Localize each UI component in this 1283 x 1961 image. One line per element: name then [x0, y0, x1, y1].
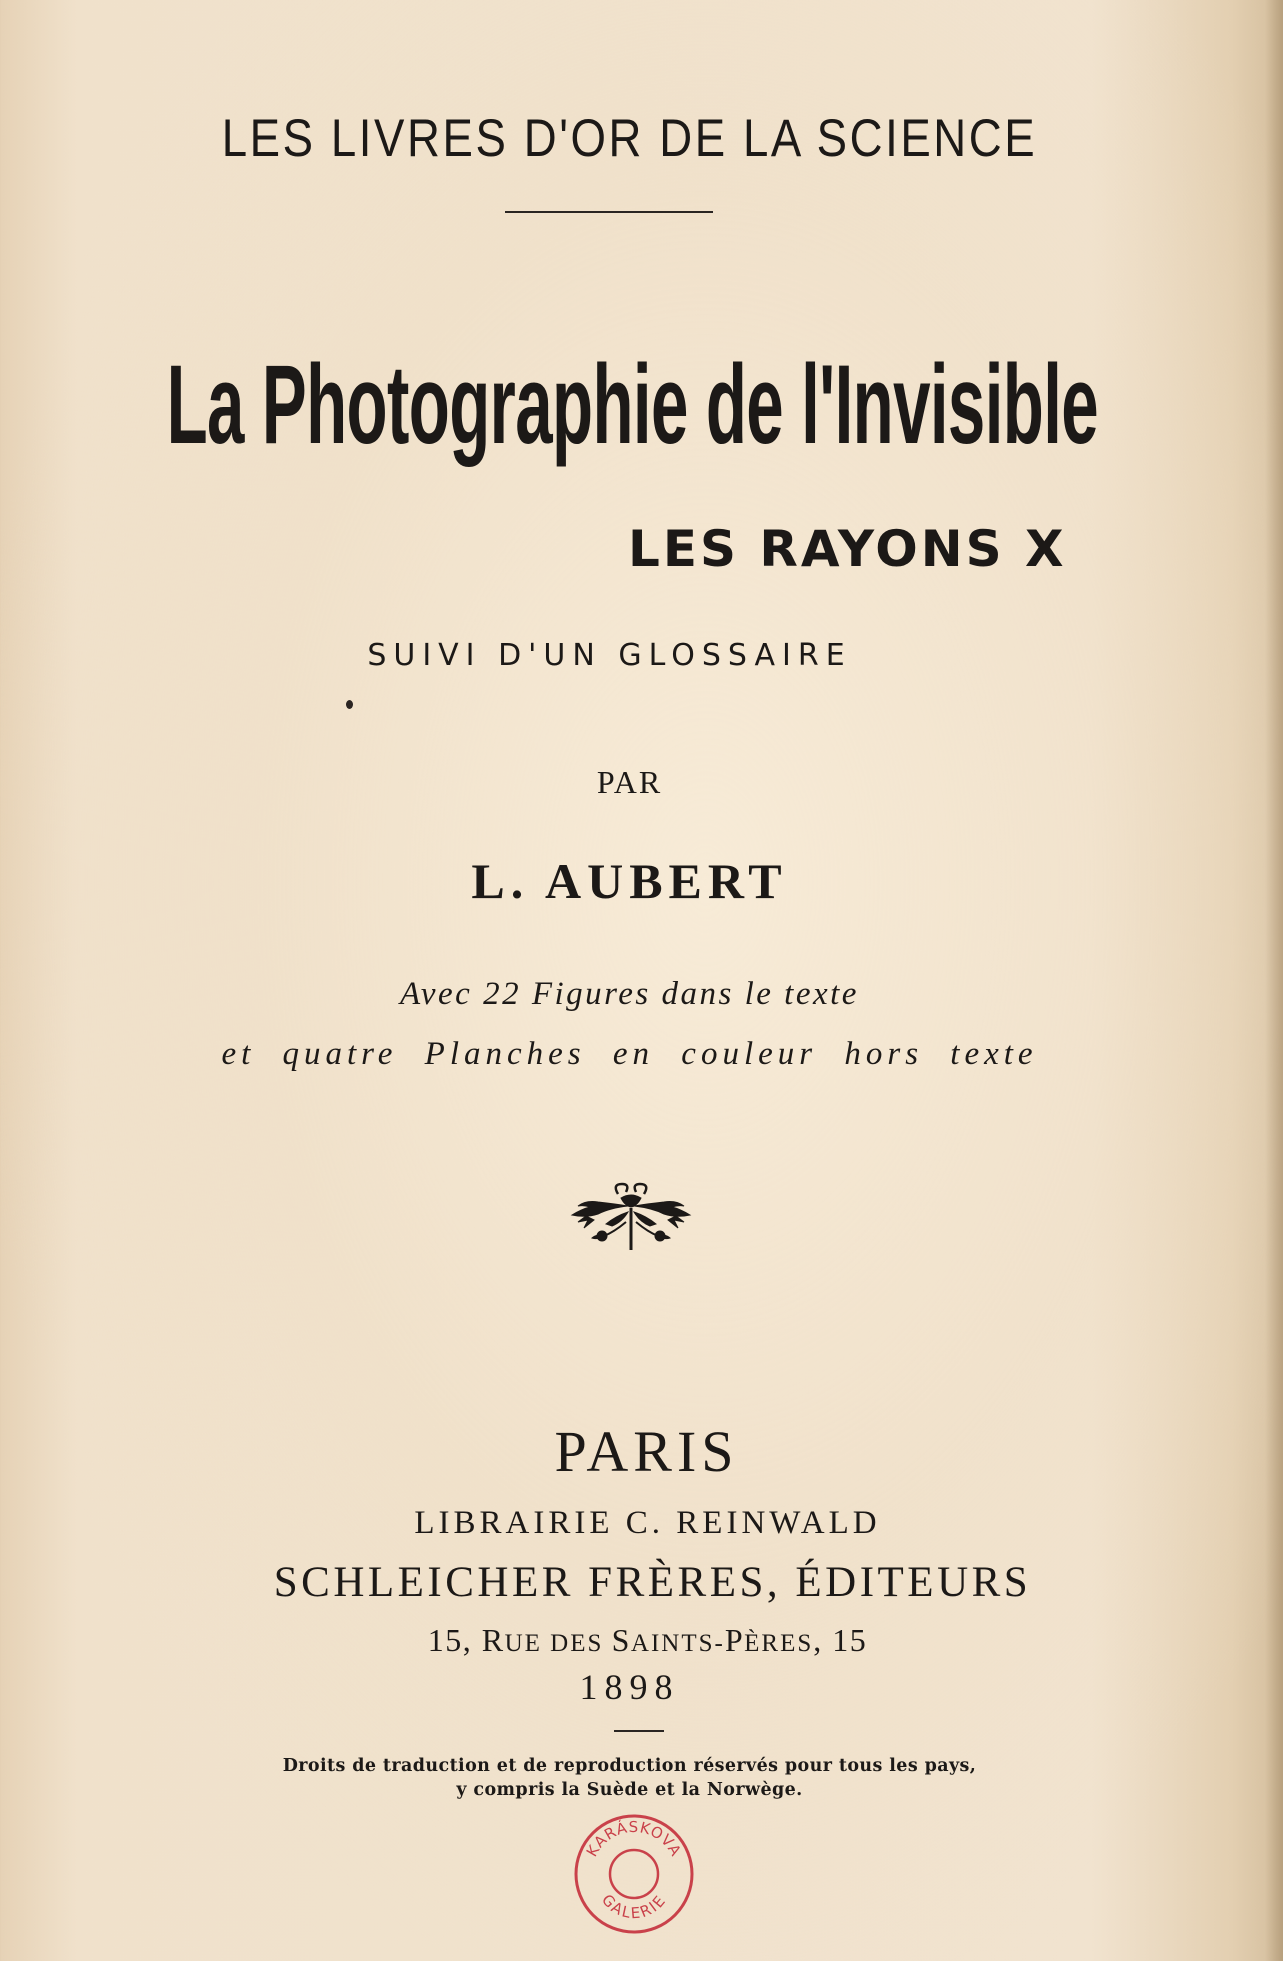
imprint-publisher: SCHLEICHER FRÈRES, ÉDITEURS [273, 1559, 1032, 1606]
imprint-city: PARIS [554, 1419, 739, 1484]
address-part: P [724, 1622, 745, 1658]
by-line: PAR [596, 764, 663, 800]
address-part: ÈRES [744, 1630, 814, 1657]
figures-note-line-1: Avec 22 Figures dans le texte [400, 976, 859, 1012]
series-rule [505, 211, 713, 213]
address-part: UE DES [504, 1630, 612, 1657]
book-title: La Photographie de l'Invisible [166, 342, 1099, 467]
author-name: L. AUBERT [471, 853, 788, 909]
series-title: LES LIVRES D'OR DE LA SCIENCE [221, 109, 1038, 168]
rights-notice-line-2: y compris la Suède et la Norwège. [456, 1780, 803, 1800]
address-part: , 15 [813, 1622, 868, 1658]
svg-text:KARÁSKOVA [583, 1817, 685, 1859]
address-part: S [611, 1622, 631, 1658]
stamp-text-top: KARÁSKOVA [582, 1817, 686, 1860]
imprint-year: 1898 [579, 1667, 680, 1707]
stamp-text-bottom: GALERIE [597, 1890, 670, 1923]
rights-notice-line-1: Droits de traduction et de reproduction réservés pour tous les pays, [282, 1756, 977, 1776]
figures-note-line-2: et quatre Planches en couleur hors texte [221, 1036, 1038, 1072]
address-part: AINTS- [630, 1630, 725, 1657]
supplement-line: SUIVI D'UN GLOSSAIRE [367, 638, 852, 673]
floral-vignette-icon [566, 1180, 696, 1260]
address-part: 15, R [427, 1622, 505, 1658]
imprint-address [6, 1622, 1283, 1659]
svg-text:GALERIE [598, 1891, 670, 1923]
imprint-bookseller: LIBRAIRIE C. REINWALD [414, 1505, 881, 1541]
imprint-rule [614, 1730, 664, 1732]
ink-speck [346, 700, 353, 709]
book-subtitle: LES RAYONS X [628, 520, 1067, 578]
library-stamp [570, 1810, 698, 1938]
